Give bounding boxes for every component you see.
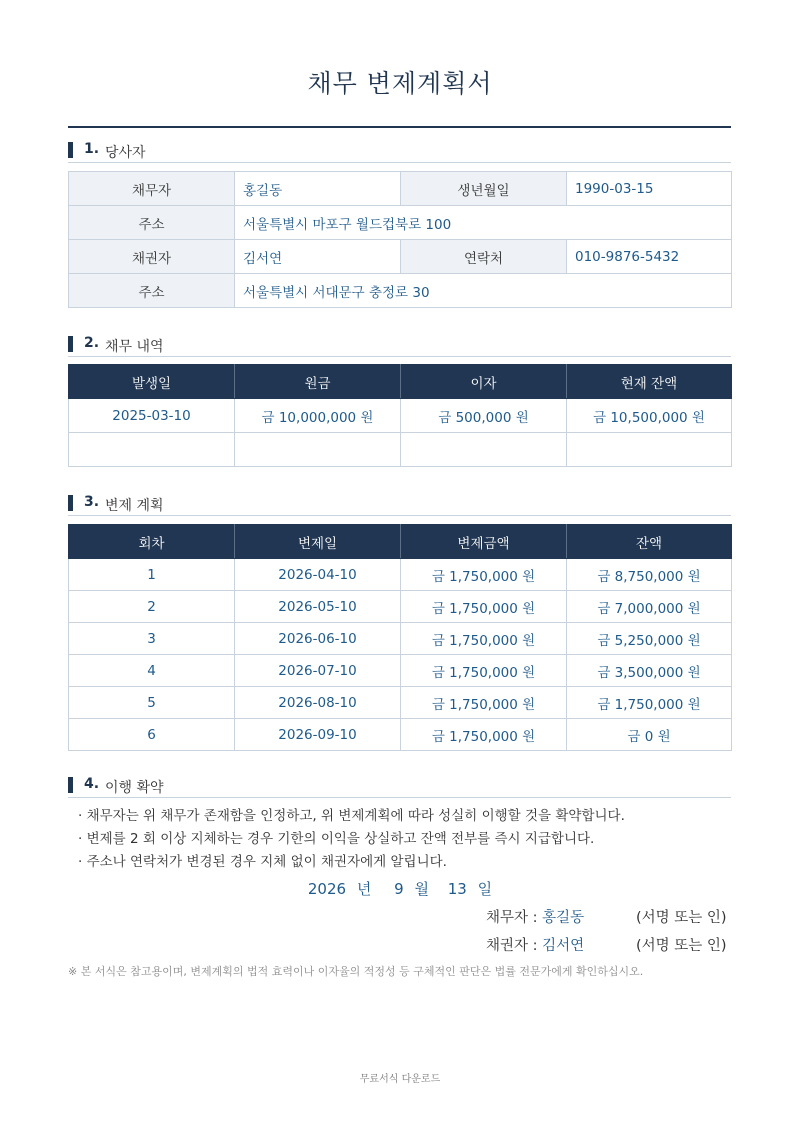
debt-principal: 금 10,000,000 원 [235,399,401,433]
debt-table [68,364,732,467]
debtor-address-label: 주소 [69,206,235,240]
plan-table-body [69,559,732,751]
debtor-name: 홍길동 [235,172,401,206]
dob-label: 생년월일 [401,172,567,206]
installment-number: 1 [69,559,235,591]
debtor-signature-line [486,906,584,927]
date-year-unit: 년 [356,880,372,898]
remaining-balance: 금 7,000,000 원 [567,591,732,623]
payment-amount: 금 1,750,000 원 [401,655,567,687]
signature-label: 채무자 : [486,910,538,926]
section-pledge-header [68,776,731,798]
section-title: 채무 내역 [105,339,164,355]
table-cell [69,433,235,467]
signature-hint: (서명 또는 인) [636,938,727,954]
table-row [69,240,732,274]
debt-date: 2025-03-10 [69,399,235,433]
remaining-balance: 금 5,250,000 원 [567,623,732,655]
payment-date: 2026-07-10 [235,655,401,687]
table-row [69,172,732,206]
payment-amount: 금 1,750,000 원 [401,559,567,591]
table-row [69,399,732,433]
section-marker [68,495,73,511]
signature-name: 홍길동 [542,910,585,926]
plan-table [68,524,732,751]
payment-date: 2026-04-10 [235,559,401,591]
pledge-item: · 변제를 2 회 이상 지체하는 경우 기한의 이익을 상실하고 잔액 전부를 즉시 지급합니다. [78,831,595,847]
remaining-balance: 금 3,500,000 원 [567,655,732,687]
column-header: 회차 [69,525,235,559]
document-title: 채무 변제계획서 [307,69,493,98]
payment-amount: 금 1,750,000 원 [401,719,567,751]
remaining-balance: 금 0 원 [567,719,732,751]
footer-text: 무료서식 다운로드 [359,1074,441,1085]
payment-date: 2026-06-10 [235,623,401,655]
creditor-label: 채권자 [69,240,235,274]
notice-text: ※ 본 서식은 참고용이며, 변제계획의 법적 효력이나 이자율의 적정성 등 구체적인 판단은 법률 전문가에게 확인하십시오. [68,965,644,978]
column-header: 변제금액 [401,525,567,559]
section-marker [68,336,73,352]
debt-interest: 금 500,000 원 [401,399,567,433]
date-month: 9 [394,880,404,898]
table-row [69,206,732,240]
date-day: 13 [447,880,467,898]
table-row-empty [69,433,732,467]
payment-date: 2026-05-10 [235,591,401,623]
section-number: 3. [84,494,100,510]
creditor-name: 김서연 [235,240,401,274]
section-title: 변제 계획 [105,498,164,514]
debt-balance: 금 10,500,000 원 [567,399,732,433]
signature-label: 채권자 : [486,938,538,954]
column-header: 이자 [401,365,567,399]
table-cell [567,433,732,467]
date-month-unit: 월 [414,880,429,898]
installment-number: 6 [69,719,235,751]
contact-label: 연락처 [401,240,567,274]
column-header: 잔액 [567,525,732,559]
table-cell [235,433,401,467]
table-row [69,274,732,308]
section-number: 2. [84,335,100,351]
column-header: 원금 [235,365,401,399]
payment-amount: 금 1,750,000 원 [401,591,567,623]
column-header: 현재 잔액 [567,365,732,399]
section-marker [68,142,73,158]
installment-number: 3 [69,623,235,655]
payment-date: 2026-08-10 [235,687,401,719]
table-header-row [69,525,732,559]
debtor-address: 서울특별시 마포구 월드컵북로 100 [235,206,732,240]
payment-date: 2026-09-10 [235,719,401,751]
remaining-balance: 금 8,750,000 원 [567,559,732,591]
table-row [69,687,732,719]
signature-name: 김서연 [542,938,585,954]
creditor-signature-line [486,934,584,955]
section-title: 이행 확약 [105,780,164,796]
table-header-row [69,365,732,399]
date-year: 2026 [307,880,347,898]
payment-amount: 금 1,750,000 원 [401,687,567,719]
creditor-address-label: 주소 [69,274,235,308]
column-header: 변제일 [235,525,401,559]
section-parties-header [68,141,731,163]
section-number: 4. [84,776,100,792]
section-plan-header [68,494,731,516]
title-divider [68,126,731,128]
signing-date [0,878,800,899]
section-number: 1. [84,141,100,157]
table-row [69,719,732,751]
installment-number: 5 [69,687,235,719]
parties-table [68,171,732,308]
contact-value: 010-9876-5432 [567,240,732,274]
signature-hint: (서명 또는 인) [636,910,727,926]
debtor-label: 채무자 [69,172,235,206]
dob-value: 1990-03-15 [567,172,732,206]
table-row [69,559,732,591]
table-row [69,655,732,687]
pledge-item: · 채무자는 위 채무가 존재함을 인정하고, 위 변제계획에 따라 성실히 이행할 것을 확약합니다. [78,808,625,824]
creditor-address: 서울특별시 서대문구 충정로 30 [235,274,732,308]
table-row [69,623,732,655]
payment-amount: 금 1,750,000 원 [401,623,567,655]
table-row [69,591,732,623]
pledge-item: · 주소나 연락처가 변경된 경우 지체 없이 채권자에게 알립니다. [78,854,447,870]
section-marker [68,777,73,793]
section-title: 당사자 [105,145,146,161]
installment-number: 4 [69,655,235,687]
remaining-balance: 금 1,750,000 원 [567,687,732,719]
section-debt-header [68,335,731,357]
date-day-unit: 일 [477,880,493,898]
column-header: 발생일 [69,365,235,399]
installment-number: 2 [69,591,235,623]
table-cell [401,433,567,467]
